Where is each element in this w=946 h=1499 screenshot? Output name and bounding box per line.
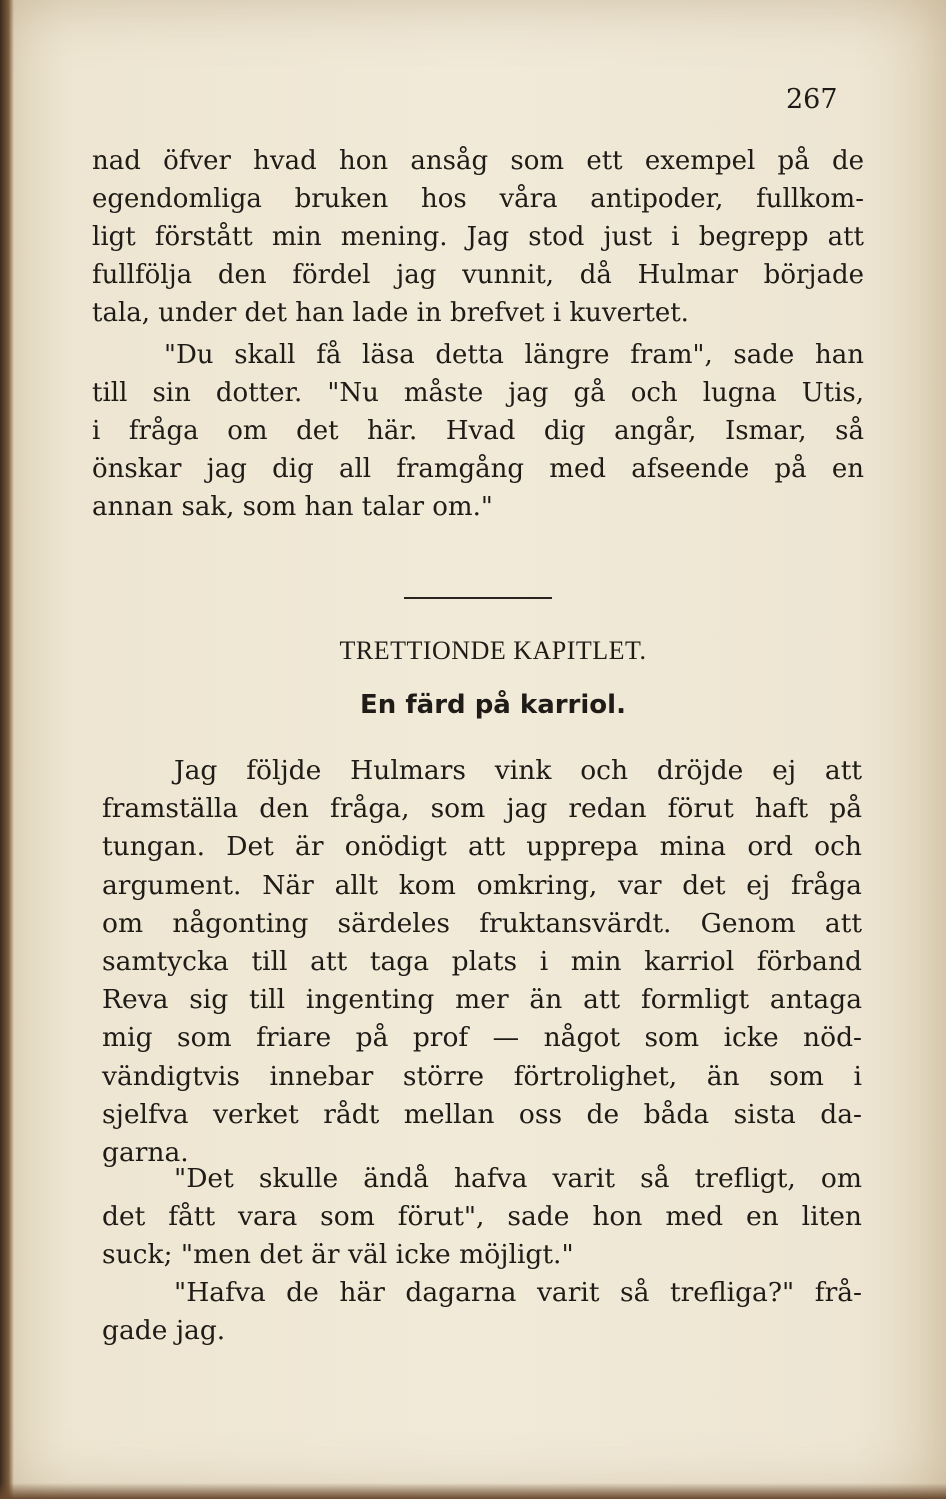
chapter-heading: TRETTIONDE KAPITLET. — [339, 636, 647, 665]
paragraph-1 — [92, 142, 864, 332]
text-line: önskar jag dig all framgång med afseende på en — [92, 454, 864, 484]
text-line: det fått vara som förut", sade hon med en liten — [102, 1201, 862, 1233]
text-line: fullfölja den fördel jag vunnit, då Hulmar började — [92, 260, 864, 290]
text-line: egendomliga bruken hos våra antipoder, fullkom- — [92, 184, 864, 214]
text-line: "Det skulle ändå hafva varit så trefligt, om — [174, 1163, 862, 1194]
page-number: 267 — [786, 84, 838, 115]
text-line: suck; "men det är väl icke möjligt." — [102, 1239, 574, 1271]
text-line: till sin dotter. "Nu måste jag gå och lugna Utis, — [92, 378, 864, 408]
paragraph-5 — [102, 1274, 862, 1350]
text-line: om någonting särdeles fruktansvärdt. Genom att — [102, 907, 862, 939]
text-line: tungan. Det är onödigt att upprepa mina ord och — [102, 831, 862, 863]
paragraph-2 — [92, 336, 864, 526]
text-line: "Du skall få läsa detta längre fram", sade han — [164, 340, 864, 370]
text-line: nad öfver hvad hon ansåg som ett exempel på de — [92, 146, 864, 176]
text-line: tala, under det han lade in brefvet i kuvertet. — [92, 298, 689, 328]
text-line: argument. När allt kom omkring, var det ej fråga — [102, 869, 862, 901]
text-line: ligt förstått min mening. Jag stod just i begrepp att — [92, 222, 864, 252]
text-line: i fråga om det här. Hvad dig angår, Ismar, så — [92, 416, 864, 446]
text-line: mig som friare på prof — något som icke nöd- — [102, 1022, 862, 1054]
section-divider — [404, 597, 552, 599]
text-line: garna. — [102, 1136, 189, 1168]
paragraph-4 — [102, 1160, 862, 1275]
page-binding-edge — [0, 0, 14, 1499]
text-line: sjelfva verket rådt mellan oss de båda sista da- — [102, 1098, 862, 1130]
text-line: vändigtvis innebar större förtrolighet, än som i — [102, 1060, 862, 1092]
text-line: Reva sig till ingenting mer än att formligt antaga — [102, 984, 862, 1016]
text-line: Jag följde Hulmars vink och dröjde ej att — [174, 755, 862, 786]
text-line: framställa den fråga, som jag redan förut haft på — [102, 793, 862, 825]
text-line: annan sak, som han talar om." — [92, 492, 493, 522]
chapter-title: En färd på karriol. — [360, 690, 626, 720]
page-bottom-edge — [0, 1483, 946, 1499]
text-line: samtycka till att taga plats i min karriol förband — [102, 945, 862, 977]
text-line: "Hafva de här dagarna varit så trefliga?" frå- — [174, 1277, 862, 1308]
text-line: gade jag. — [102, 1315, 226, 1347]
paragraph-3 — [102, 752, 862, 1172]
